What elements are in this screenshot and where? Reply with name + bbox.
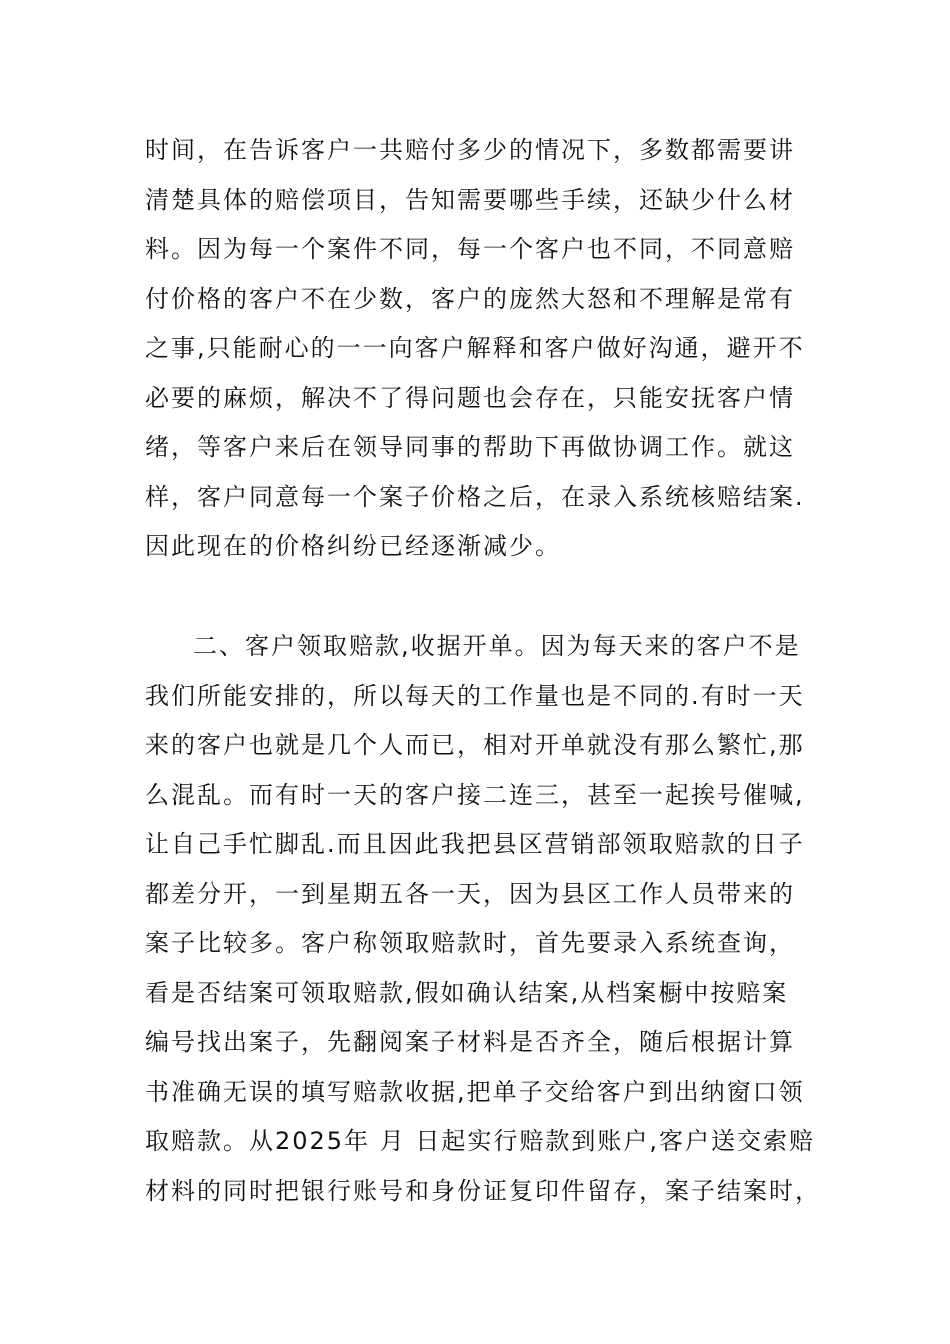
text-line: 付价格的客户不在少数，客户的庞然大怒和不理解是常有 [145, 285, 795, 313]
text-line: 取赔款。从2025年 月 日起实行赔款到账户,客户送交索赔 [145, 1127, 815, 1155]
text-line: 编号找出案子，先翻阅案子材料是否齐全，随后根据计算 [145, 1028, 795, 1056]
text-line: 么混乱。而有时一天的客户接二连三，甚至一起挨号催喊, [145, 781, 805, 809]
text-line: 样，客户同意每一个案子价格之后，在录入系统核赔结案. [145, 483, 805, 511]
text-line: 看是否结案可领取赔款,假如确认结案,从档案橱中按赔案 [145, 979, 789, 1007]
text-line: 材料的同时把银行账号和身份证复印件留存，案子结案时， [145, 1177, 821, 1205]
text-line: 来的客户也就是几个人而已，相对开单就没有那么繁忙,那 [145, 731, 805, 759]
text-line: 必要的麻烦，解决不了得问题也会存在，只能安抚客户情 [145, 384, 795, 412]
text-line: 绪，等客户来后在领导同事的帮助下再做协调工作。就这 [145, 433, 795, 461]
text-line: 让自己手忙脚乱.而且因此我把县区营销部领取赔款的日子 [145, 830, 805, 858]
text-line: 因此现在的价格纠纷已经逐渐减少。 [145, 532, 561, 560]
paragraph-first-line: 二、客户领取赔款,收据开单。因为每天来的客户不是 [193, 632, 801, 660]
text-line: 书准确无误的填写赔款收据,把单子交给客户到出纳窗口领 [145, 1078, 805, 1106]
text-line: 时间，在告诉客户一共赔付多少的情况下，多数都需要讲 [145, 136, 795, 164]
text-line: 都差分开，一到星期五各一天，因为县区工作人员带来的 [145, 880, 795, 908]
text-line: 之事,只能耐心的一一向客户解释和客户做好沟通，避开不 [145, 334, 805, 362]
text-line: 我们所能安排的，所以每天的工作量也是不同的.有时一天 [145, 682, 805, 710]
text-line: 案子比较多。客户称领取赔款时，首先要录入系统查询， [145, 929, 795, 957]
text-line: 清楚具体的赔偿项目，告知需要哪些手续，还缺少什么材 [145, 186, 795, 214]
text-line: 料。因为每一个案件不同，每一个客户也不同，不同意赔 [145, 235, 795, 263]
